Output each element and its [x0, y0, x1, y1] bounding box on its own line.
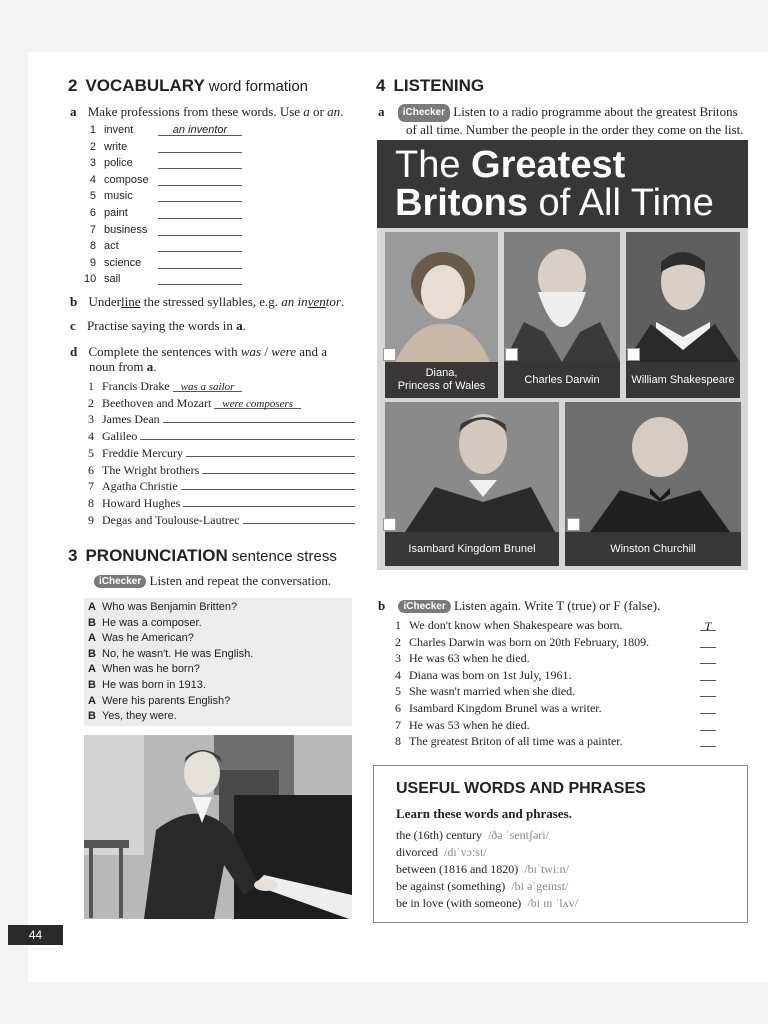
vocab-title: VOCABULARY	[85, 76, 205, 95]
sentence-text: Beethoven and Mozart	[102, 395, 212, 410]
statement-row	[395, 684, 575, 700]
sentence-text: Francis Drake	[102, 379, 170, 393]
item-number: 8	[89, 240, 96, 253]
dialogue-text: When was he born?	[102, 663, 200, 676]
answer-blank[interactable]: an inventor	[158, 124, 242, 136]
sentence-text: Agatha Christie	[102, 479, 178, 494]
statement-number: 1	[395, 618, 401, 632]
exercise-letter-a: a	[70, 104, 77, 119]
statement-text: We don't know when Shakespeare was born.	[409, 618, 623, 632]
sentence-number: 8	[88, 495, 94, 510]
ichecker-badge[interactable]: iChecker	[398, 104, 450, 122]
statement-number: 2	[395, 634, 401, 649]
dialogue-text: No, he wasn't. He was English.	[102, 647, 254, 660]
phrase-text: divorced	[396, 845, 438, 859]
vocab-heading	[68, 76, 308, 96]
dialogue-text: Who was Benjamin Britten?	[102, 601, 238, 613]
portrait-diana-illustration	[385, 232, 498, 362]
caption-darwin	[504, 362, 620, 398]
base-word: invent	[104, 124, 134, 136]
base-word: compose	[104, 173, 149, 186]
exercise-letter-c: c	[70, 318, 76, 333]
item-number: 5	[89, 190, 96, 203]
caption-text: Isambard Kingdom Brunel	[408, 543, 536, 555]
statement-text: He was 53 when he died.	[409, 717, 530, 732]
answer-blank[interactable]	[158, 157, 242, 169]
portrait-darwin-illustration	[504, 232, 620, 362]
instr-text: Practise saying the words in	[87, 318, 237, 333]
pron-instruction	[94, 573, 331, 589]
answer-blank[interactable]	[158, 141, 242, 153]
statement-text: Diana was born on 1st July, 1961.	[409, 667, 572, 682]
sentence-number: 1	[88, 379, 94, 393]
speaker-label: A	[88, 601, 96, 613]
statement-text: Isambard Kingdom Brunel was a writer.	[409, 701, 602, 715]
sentence-row	[88, 513, 363, 529]
sentence-number: 3	[88, 412, 94, 427]
instr-text: noun from	[89, 359, 147, 374]
conversation-line	[88, 617, 202, 632]
sentence-row	[88, 446, 363, 462]
instr-text: Under	[88, 294, 121, 309]
statement-row	[395, 651, 530, 667]
item-number: 4	[89, 173, 96, 186]
sentence-text: Freddie Mercury	[102, 445, 183, 460]
instr-text: .	[340, 294, 345, 309]
base-word: music	[104, 190, 133, 203]
phonetic-transcription: /dɪˈvɔːst/	[443, 845, 487, 859]
listening-b-instruction	[378, 598, 660, 614]
order-checkbox-diana[interactable]	[383, 348, 396, 361]
portrait-shakespeare-illustration	[626, 232, 740, 362]
conversation-line	[88, 695, 230, 710]
conversation-line	[88, 679, 206, 694]
word-formation-row	[84, 141, 254, 157]
speaker-label: B	[88, 710, 96, 723]
listening-a-instruction	[378, 104, 744, 138]
phonetic-transcription: /bɪˈtwiːn/	[524, 862, 569, 876]
useful-words-box	[373, 765, 748, 923]
item-number: 10	[84, 273, 97, 286]
sentence-blank[interactable]	[243, 513, 355, 524]
base-word: science	[104, 256, 142, 269]
statement-number: 4	[395, 667, 401, 682]
pron-subtitle: sentence stress	[231, 548, 337, 565]
useful-title: USEFUL WORDS AND PHRASES	[396, 780, 646, 797]
speaker-label: B	[88, 647, 96, 660]
statement-text: She wasn't married when she died.	[409, 684, 576, 699]
instr-text: Listen and repeat the conversation.	[149, 573, 332, 588]
item-number: 2	[89, 140, 96, 153]
dialogue-text: Yes, they were.	[102, 710, 177, 723]
poster-title-light: The	[395, 144, 472, 186]
sentence-row	[88, 412, 363, 428]
instr-text: .	[153, 359, 157, 374]
order-checkbox-brunel[interactable]	[383, 518, 396, 531]
poster-title-light: of All Time	[528, 182, 714, 224]
item-number: 9	[89, 256, 96, 269]
tf-answer-blank[interactable]	[700, 652, 716, 664]
dialogue-text: He was a composer.	[102, 616, 202, 629]
instr-bold: a	[146, 359, 154, 374]
caption-brunel	[385, 532, 559, 566]
conversation-line	[88, 601, 237, 616]
speaker-label: B	[88, 679, 96, 691]
instr-text: or	[309, 104, 328, 119]
sentence-blank[interactable]: were composers	[214, 398, 301, 409]
poster-title-line1	[395, 144, 625, 186]
statement-text: He was 63 when he died.	[409, 651, 530, 666]
sentence-blank[interactable]	[202, 463, 355, 474]
item-number: 3	[89, 157, 96, 170]
tf-answer-blank[interactable]: T	[700, 619, 716, 631]
speaker-label: B	[88, 616, 96, 629]
ichecker-badge[interactable]: iChecker	[94, 575, 146, 588]
word-formation-row	[84, 157, 254, 173]
poster-title-line2	[395, 182, 714, 224]
tf-answer-blank[interactable]	[700, 636, 716, 648]
sentence-number: 6	[88, 462, 94, 477]
phrase-row	[396, 828, 549, 844]
instr-text: Complete the sentences with	[88, 344, 241, 359]
useful-subtitle: Learn these words and phrases.	[396, 806, 572, 821]
base-word: police	[104, 157, 133, 170]
conversation-line	[88, 648, 253, 663]
ichecker-badge[interactable]: iChecker	[398, 600, 450, 613]
sentence-number: 2	[88, 395, 94, 410]
answer-blank[interactable]	[158, 240, 242, 252]
base-word: paint	[104, 207, 128, 219]
speaker-label: A	[88, 663, 96, 676]
instr-text: Listen to a radio programme about the greatest Britons	[453, 104, 738, 119]
answer-blank[interactable]	[158, 174, 242, 186]
photo-shakespeare	[626, 232, 740, 362]
word-formation-row	[84, 257, 254, 273]
example-text: tor	[325, 294, 341, 309]
instr-text: Make professions from these words. Use	[87, 104, 304, 119]
answer-blank[interactable]	[158, 273, 242, 285]
piano-photo-illustration	[84, 735, 352, 919]
instr-text: and a	[296, 344, 328, 359]
phonetic-transcription: /bi ɪn ˈlʌv/	[527, 896, 578, 910]
exercise-letter-d: d	[70, 344, 78, 359]
listening-title: LISTENING	[393, 76, 485, 95]
portrait-brunel-illustration	[385, 402, 559, 532]
base-word: sail	[104, 273, 121, 286]
sentence-blank[interactable]	[163, 412, 355, 423]
phonetic-transcription: /bi əˈgeɪnst/	[511, 879, 569, 893]
statement-row	[395, 718, 530, 734]
instr-italic: an	[327, 104, 341, 119]
vocab-a-instruction	[70, 104, 343, 120]
statement-row	[395, 701, 602, 717]
pron-title: PRONUNCIATION	[85, 546, 228, 565]
photo-diana	[385, 232, 498, 362]
sentence-text: Howard Hughes	[102, 495, 181, 510]
statement-text: Charles Darwin was born on 20th February, 1809.	[409, 634, 650, 649]
sentence-number: 4	[88, 429, 94, 444]
poster-title-bold: Greatest	[471, 144, 626, 186]
speaker-label: A	[88, 632, 96, 645]
dialogue-text: Were his parents English?	[102, 694, 231, 707]
word-formation-row	[84, 207, 254, 223]
instr-text: .	[340, 104, 344, 119]
phrase-text: the (16th) century	[396, 828, 482, 842]
caption-shakespeare	[626, 362, 740, 398]
word-formation-row	[84, 124, 254, 140]
sentence-text: James Dean	[102, 412, 160, 427]
item-number: 7	[89, 223, 96, 236]
conversation-line	[88, 632, 194, 647]
sentence-blank[interactable]	[181, 479, 355, 490]
sentence-number: 9	[88, 512, 94, 527]
sentence-blank[interactable]	[183, 496, 355, 507]
caption-text: Winston Churchill	[610, 543, 696, 555]
sentence-row	[88, 429, 363, 445]
caption-text: Charles Darwin	[524, 374, 600, 386]
instr-text: of all time. Number the people in the order they come on the list.	[406, 122, 744, 137]
conversation-line	[88, 663, 200, 678]
statement-number: 7	[395, 717, 401, 732]
caption-text: Princess of Wales	[397, 380, 486, 392]
instr-text: /	[261, 344, 272, 359]
phrase-row	[396, 879, 568, 895]
sentence-row	[88, 396, 363, 412]
dialogue-text: He was born in 1913.	[102, 679, 206, 691]
caption-churchill	[565, 532, 741, 566]
phonetic-transcription: /ðə ˈsentʃəri/	[487, 828, 549, 842]
phrase-row	[396, 862, 569, 878]
page-number: 44	[8, 925, 63, 945]
answer-blank[interactable]	[158, 224, 242, 236]
base-word: act	[104, 240, 119, 253]
statement-number: 8	[395, 734, 401, 749]
conversation-line	[88, 710, 177, 725]
vocab-section-number: 2	[68, 76, 78, 95]
sentence-blank[interactable]	[186, 446, 355, 457]
answer-blank[interactable]	[158, 190, 242, 202]
answer-blank[interactable]	[158, 207, 242, 219]
instr-italic: were	[271, 344, 296, 359]
word-formation-row	[84, 190, 254, 206]
instr-italic: a	[303, 104, 310, 119]
instr-italic: was	[240, 344, 262, 359]
britten-piano-photo	[84, 735, 352, 919]
answer-blank[interactable]	[158, 257, 242, 269]
tf-answer-blank[interactable]	[700, 719, 716, 731]
phrase-row	[396, 896, 578, 912]
photo-darwin	[504, 232, 620, 362]
phrase-text: between (1816 and 1820)	[396, 862, 519, 876]
listening-heading	[376, 76, 484, 96]
tf-answer-blank[interactable]	[700, 735, 716, 747]
sentence-text: The Wright brothers	[102, 462, 200, 477]
caption-text: Diana,	[425, 367, 458, 379]
sentence-row	[88, 496, 363, 512]
base-word: write	[104, 140, 128, 153]
tf-answer-blank[interactable]	[700, 669, 716, 681]
statement-row	[395, 635, 649, 651]
listening-section-number: 4	[376, 76, 386, 95]
sentence-number: 5	[88, 445, 94, 460]
instr-text: Listen again. Write T (true) or F (false).	[453, 598, 661, 613]
instr-bold: a	[236, 318, 243, 333]
word-formation-row	[84, 273, 254, 289]
order-checkbox-shakespeare[interactable]	[627, 348, 640, 361]
base-word: business	[104, 223, 148, 236]
vocab-b-instruction	[70, 294, 344, 310]
photo-brunel	[385, 402, 559, 532]
phrase-row	[396, 845, 487, 861]
exercise-letter-a: a	[378, 104, 385, 119]
example-stressed: ven	[307, 294, 326, 309]
sentence-text: Degas and Toulouse-Lautrec	[102, 512, 240, 527]
statement-number: 6	[395, 701, 401, 715]
greatest-britons-poster	[377, 140, 748, 570]
instr-text: .	[242, 318, 246, 333]
statement-row	[395, 618, 622, 634]
instr-text: the stressed syllables, e.g.	[140, 294, 282, 309]
statement-text: The greatest Briton of all time was a painter.	[409, 734, 623, 749]
word-formation-row	[84, 240, 254, 256]
statement-row	[395, 734, 623, 750]
vocab-c-instruction	[70, 318, 246, 334]
statement-number: 5	[395, 684, 401, 699]
caption-diana	[385, 362, 498, 398]
sentence-text: Galileo	[102, 429, 138, 444]
sentence-blank[interactable]: was a sailor	[173, 381, 243, 392]
item-number: 1	[89, 124, 96, 136]
phrase-text: be in love (with someone)	[396, 896, 522, 910]
statement-row	[395, 668, 572, 684]
word-formation-row	[84, 174, 254, 190]
speaker-label: A	[88, 694, 96, 707]
sentence-row	[88, 463, 363, 479]
instr-underlined: line	[120, 294, 141, 309]
order-checkbox-darwin[interactable]	[505, 348, 518, 361]
pron-section-number: 3	[68, 546, 78, 565]
pron-heading	[68, 546, 337, 566]
poster-header	[377, 140, 748, 228]
vocab-subtitle: word formation	[208, 78, 309, 95]
word-formation-row	[84, 224, 254, 240]
dialogue-text: Was he American?	[102, 632, 194, 645]
tf-answer-blank[interactable]	[700, 702, 716, 714]
exercise-letter-b: b	[378, 598, 386, 613]
photo-churchill	[565, 402, 741, 532]
example-text: an in	[281, 294, 308, 309]
sentence-blank[interactable]	[140, 429, 355, 440]
exercise-letter-b: b	[70, 294, 78, 309]
sentence-row	[88, 479, 363, 495]
tf-answer-blank[interactable]	[700, 685, 716, 697]
caption-text: William Shakespeare	[631, 374, 735, 386]
vocab-d-instruction	[70, 344, 327, 374]
item-number: 6	[89, 207, 96, 219]
conversation-box	[84, 598, 352, 726]
order-checkbox-churchill[interactable]	[567, 518, 580, 531]
statement-number: 3	[395, 651, 401, 666]
portrait-churchill-illustration	[565, 402, 741, 532]
sentence-number: 7	[88, 479, 94, 494]
sentence-row	[88, 379, 363, 395]
poster-title-bold: Britons	[395, 182, 528, 224]
phrase-text: be against (something)	[396, 879, 506, 893]
